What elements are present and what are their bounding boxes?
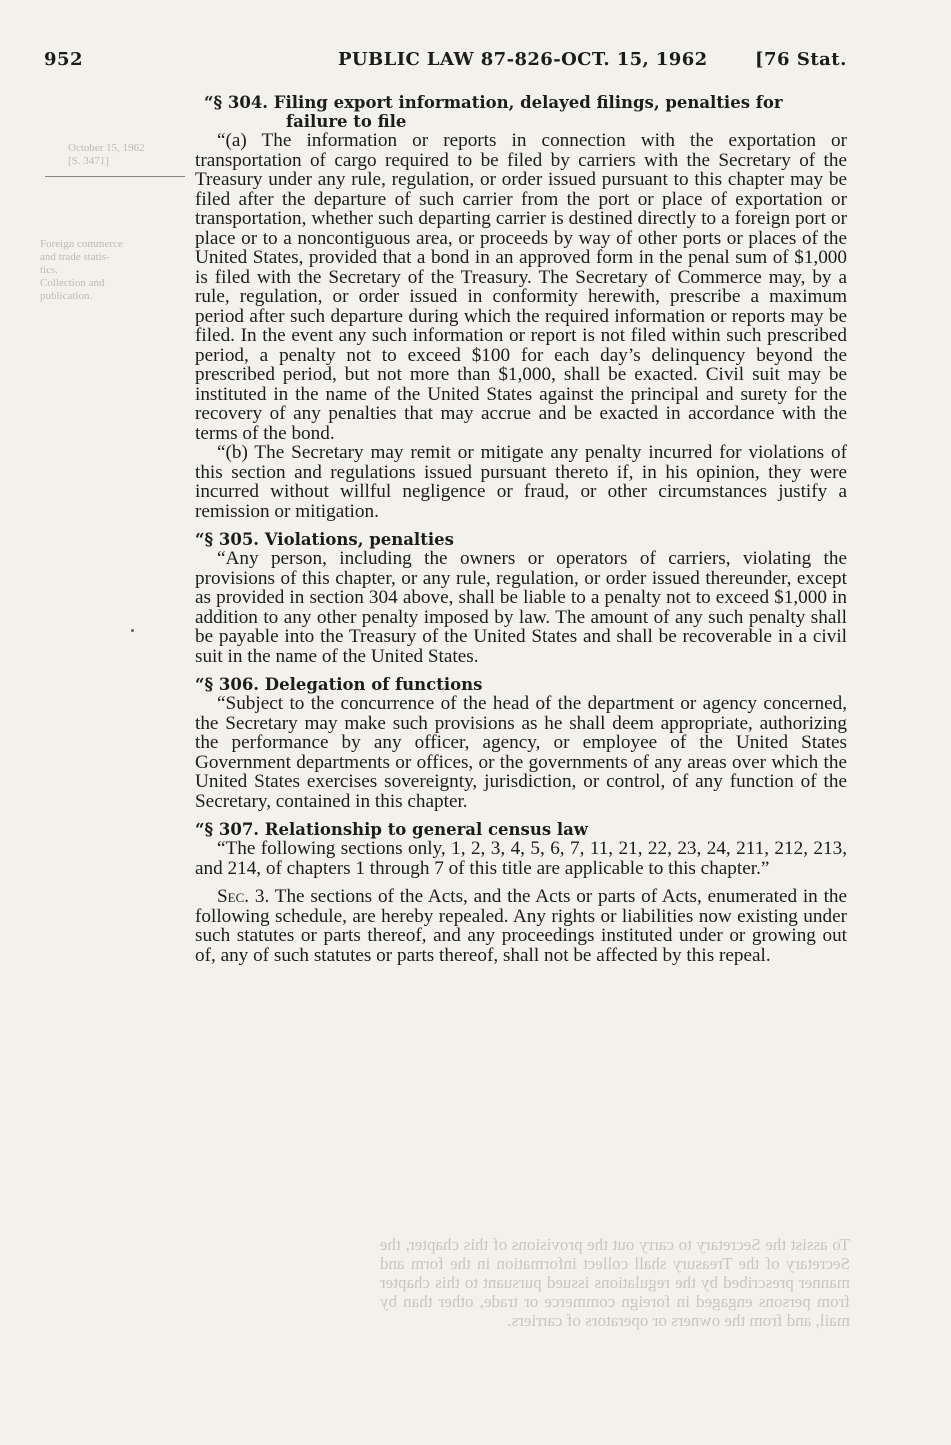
statute-reference: [76 Stat. [755, 49, 847, 70]
section-304-heading-line2: failure to file [286, 112, 407, 131]
section-3-label: Sec. 3. [217, 886, 270, 907]
stray-mark [131, 629, 134, 632]
section-304-paragraph-a: “(a) The information or reports in connection with the exportation or transportation of cargo required to be filed by carriers with the Secretary of the Treasury under any rule, regulation, or order issued pursuant to this chapter may be filed after the departure of such carrier from the port or place of exportation or transportation, whether such departing carrier is destined directly to a foreign port or place or to a noncontiguous area, or proceeds by way of other ports or places of the United States, provided that a bond in an approved form in the penal sum of $1,000 is filed with the Secretary of the Treasury. The Secretary of Commerce may, by a rule, regulation, or order issued in conformity herewith, prescribe a maximum period after such departure during which the required information or reports may be filed. In the event any such information or report is not filed within such prescribed period, a penalty not to exceed $100 for each day’s delinquency beyond the prescribed period, but not more than $1,000, shall be exacted. Civil suit may be instituted in the name of the United States against the principal and surety for the recovery of any penalties that may accrue and be exacted in accordance with the terms of the bond. [195, 130, 847, 444]
section-306-paragraph: “Subject to the concurrence of the head of the department or agency concerned, the Secretary may make such provisions as he shall deem appropriate, authorizing the performance by any officer, agency, or employee of the United States Government departments or offices, or the governments of any areas over which the United States exercises sovereignty, jurisdiction, or control, of any function of the Secretary, contained in this chapter. [195, 693, 847, 812]
bleed-through-text: To assist the Secretary to carry out the provisions of this chapter, the Secretary of the Treasury shall collect information in the form and manner prescribed by the regulations issued pursuant to this chapter from persons engaged in foreign commerce or trade, other than by mail, and from the owners or operators of carriers. [380, 1235, 850, 1330]
section-304-heading-line1: “§ 304. Filing export information, delayed filings, penalties for [204, 93, 783, 112]
section-305-heading: “§ 305. Violations, penalties [195, 530, 454, 549]
section-307-paragraph: “The following sections only, 1, 2, 3, 4, 5, 6, 7, 11, 21, 22, 23, 24, 211, 212, 213, and 214, of chapters 1 through 7 of this title are applicable to this chapter.” [195, 838, 847, 879]
section-3-paragraph [195, 887, 847, 965]
running-head: PUBLIC LAW 87-826-OCT. 15, 1962 [338, 49, 708, 70]
section-3-text: The sections of the Acts, and the Acts or parts of Acts, enumerated in the following schedule, are hereby repealed. Any rights or liabilities now existing under such statutes or parts thereof, and any proceedings instituted under or growing out of, any of such statutes or parts thereof, shall not be affected by this repeal. [195, 886, 848, 966]
page-number: 952 [44, 49, 84, 70]
section-304-heading [195, 93, 847, 131]
section-304-paragraph-b: “(b) The Secretary may remit or mitigate any penalty incurred for violations of this section and regulations issued pursuant thereto if, in his opinion, they were incurred without willful negligence or fraud, or other circumstances justify a remission or mitigation. [195, 442, 847, 522]
margin-note-foreign-commerce: Foreign commerce and trade statis- tics. Collection and publication. [40, 238, 123, 302]
margin-note-date: October 15, 1962 [S. 3471] [68, 142, 145, 167]
section-305-paragraph: “Any person, including the owners or operators of carriers, violating the provisions of this chapter, or any rule, regulation, or order issued thereunder, except as provided in section 304 above, shall be liable to a penalty not to exceed $1,000 in addition to any other penalty imposed by law. The amount of any such penalty shall be payable into the Treasury of the United States and shall be recoverable in a civil suit in the name of the United States. [195, 548, 847, 667]
margin-rule [45, 176, 185, 177]
section-306-heading: “§ 306. Delegation of functions [195, 675, 483, 694]
section-307-heading: “§ 307. Relationship to general census law [195, 820, 589, 839]
document-body [195, 93, 847, 965]
